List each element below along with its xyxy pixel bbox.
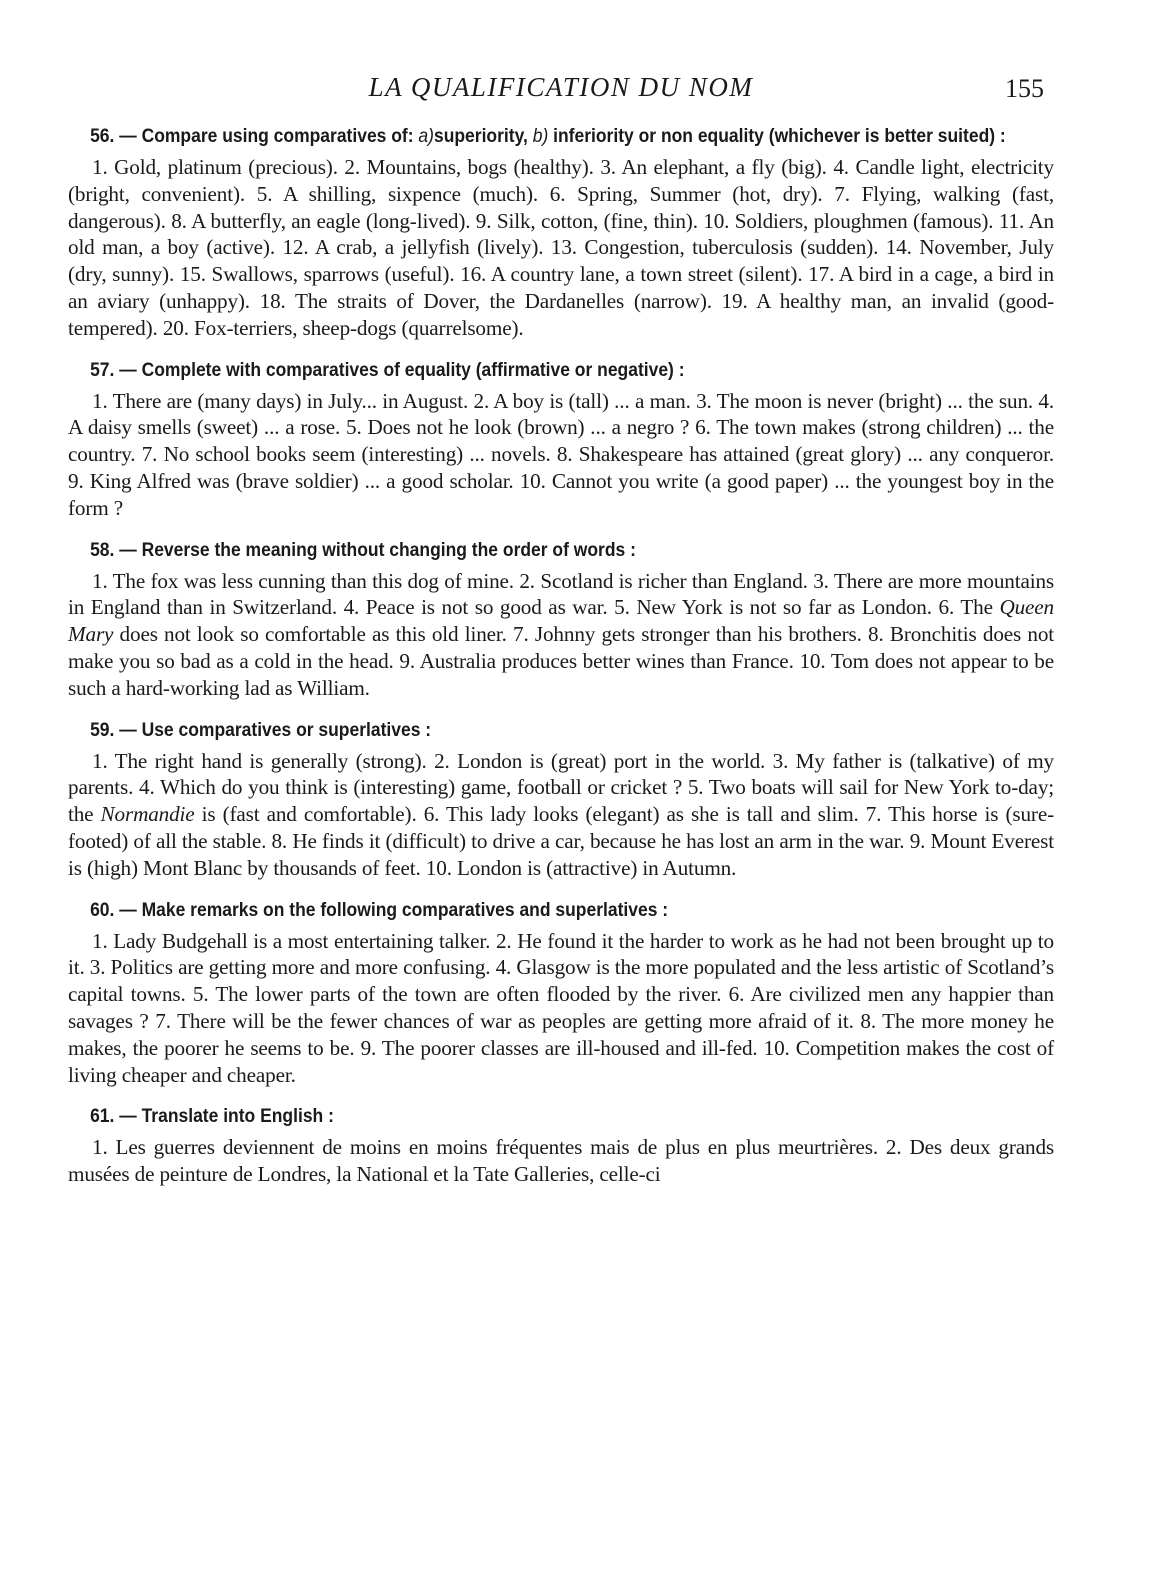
exercise-59 bbox=[68, 718, 1054, 882]
body-text: 1. The fox was less cunning than this dog of mine. 2. Scotland is richer than England. 3. There are more mountains in England than in Switzerland. 4. Peace is not so good as war. 5. New York is not so far as London. 6. The bbox=[68, 568, 1054, 620]
instruction-a: superiority, bbox=[433, 126, 533, 147]
ship-name: Queen Mary bbox=[68, 595, 1054, 647]
ship-name: Normandie bbox=[100, 802, 195, 827]
exercise-57 bbox=[68, 358, 1054, 522]
label-a: a) bbox=[418, 126, 434, 147]
running-header bbox=[68, 70, 1054, 110]
exercise-60 bbox=[68, 898, 1054, 1089]
label-b: b) bbox=[532, 126, 549, 147]
body-text: is (fast and comfortable). 6. This lady looks (elegant) as she is tall and slim. 7. This horse is (sure-footed) of all the stable. 8. He finds it (difficult) to drive a car, because he has lost an arm in the war. 9. Mount Everest is (high) Mont Blanc by thousands of feet. 10. London is (attractive) in Autumn. bbox=[68, 802, 1054, 880]
exercise-body: 1. There are (many days) in July... in August. 2. A boy is (tall) ... a man. 3. The moon is never (bright) ... the sun. 4. A daisy smells (sweet) ... a rose. 5. Does not he look (brown) ... a negro ? 6. The town makes (strong children) ... the country. 7. No school books seem (interesting) ... novels. 8. Shakespeare has attained (great glory) ... any conqueror. 9. King Alfred was (brave soldier) ... a good scholar. 10. Cannot you write (a good paper) ... the youngest boy in the form ? bbox=[68, 388, 1054, 520]
body-text: does not look so comfortable as this old liner. 7. Johnny gets stronger than his brothers. 8. Bronchitis does not make you so bad as a cold in the head. 9. Australia produces better wines than France. 10. Tom does not appear to be such a hard-working lad as William. bbox=[68, 622, 1054, 700]
exercise-number: 57. bbox=[90, 359, 115, 381]
exercise-body: 1. Lady Budgehall is a most entertaining talker. 2. He found it the harder to work as he had not been brought up to it. 3. Politics are getting more and more confusing. 4. Glasgow is the more populated and the less artistic of Scotland’s capital towns. 5. The lower parts of the town are often flooded by the river. 6. Are civilized men any happier than savages ? 7. There will be the fewer chances of war as peoples are getting more afraid of it. 8. The more money he makes, the poorer he seems to be. 9. The poorer classes are ill-housed and ill-fed. 10. Competition makes the cost of living cheaper and cheaper. bbox=[68, 928, 1054, 1087]
exercise-instruction: Translate into English : bbox=[141, 1106, 334, 1128]
exercise-number: 58. bbox=[90, 539, 115, 561]
exercise-body bbox=[68, 568, 1054, 702]
instruction-b: inferiority or non equality (whichever is better suited) : bbox=[548, 126, 1006, 147]
body-text: 1. The right hand is generally (strong). 2. London is (great) port in the world. 3. My father is (talkative) of my parents. 4. Which do you think is (interesting) game, football or cricket ? 5. Two boats will sail for New York to-day; the bbox=[68, 748, 1054, 827]
page-number: 155 bbox=[1005, 74, 1044, 103]
exercise-58 bbox=[68, 538, 1054, 702]
instruction-lead: Compare using comparatives of: bbox=[141, 126, 419, 147]
exercise-heading: 60. — Make remarks on the following comparatives and superlatives : bbox=[90, 899, 669, 921]
running-title: LA QUALIFICATION DU NOM bbox=[368, 72, 754, 102]
exercise-number: 61. bbox=[90, 1106, 115, 1128]
exercise-heading: 56. — Compare using comparatives of: a)superiority, b) inferiority or non equality (whichever is better suited) : bbox=[90, 126, 1006, 147]
exercise-number: 56. bbox=[90, 126, 115, 147]
exercise-number: 60. bbox=[90, 899, 115, 921]
exercise-heading: 58. — Reverse the meaning without changing the order of words : bbox=[90, 539, 636, 561]
exercise-body bbox=[68, 748, 1054, 882]
exercise-heading: 61. — Translate into English : bbox=[90, 1106, 334, 1128]
exercise-instruction: Make remarks on the following comparatives and superlatives : bbox=[141, 899, 669, 921]
exercise-heading: 59. — Use comparatives or superlatives : bbox=[90, 719, 432, 741]
exercise-body: 1. Les guerres deviennent de moins en moins fréquentes mais de plus en plus meurtrières. 2. Des deux grands musées de peinture de Londres, la National et la Tate Galleries, celle-ci bbox=[68, 1135, 1054, 1187]
exercise-56 bbox=[68, 124, 1054, 342]
exercise-instruction: Complete with comparatives of equality (affirmative or negative) : bbox=[141, 359, 685, 381]
exercise-heading: 57. — Complete with comparatives of equality (affirmative or negative) : bbox=[90, 359, 685, 381]
document-page bbox=[68, 70, 1054, 1204]
exercise-instruction: Reverse the meaning without changing the order of words : bbox=[141, 539, 636, 561]
exercise-body: 1. Gold, platinum (precious). 2. Mountains, bogs (healthy). 3. An elephant, a fly (big). 4. Candle light, electricity (bright, convenient). 5. A shilling, sixpence (much). 6. Spring, Summer (hot, dry). 7. Flying, walking (fast, dangerous). 8. A butterfly, an eagle (long-lived). 9. Silk, cotton, (fine, thin). 10. Soldiers, ploughmen (famous). 11. An old man, a boy (active). 12. A crab, a jellyfish (lively). 13. Congestion, tuberculosis (sudden). 14. November, July (dry, sunny). 15. Swallows, sparrows (useful). 16. A country lane, a town street (silent). 17. A bird in a cage, a bird in an aviary (unhappy). 18. The straits of Dover, the Dardanelles (narrow). 19. A healthy man, an invalid (good-tempered). 20. Fox-terriers, sheep-dogs (quarrelsome). bbox=[68, 155, 1054, 340]
exercise-61 bbox=[68, 1104, 1054, 1188]
exercise-instruction: Use comparatives or superlatives : bbox=[141, 719, 432, 741]
exercise-number: 59. bbox=[90, 719, 115, 741]
